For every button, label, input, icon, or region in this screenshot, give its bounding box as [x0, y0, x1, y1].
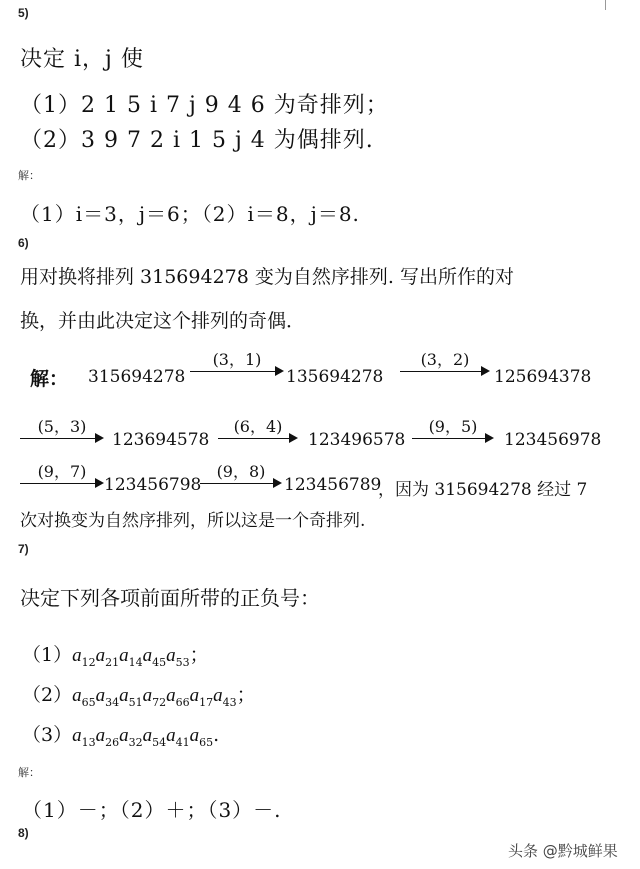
matrix-element: a — [166, 685, 176, 706]
element-subscript: 34 — [105, 695, 120, 709]
matrix-element: a — [95, 645, 106, 666]
problem-number-6: 6) — [18, 236, 29, 250]
matrix-element: a — [213, 685, 223, 706]
problem-6-line-2: 换，并由此决定这个排列的奇偶． — [20, 310, 306, 332]
transposition-label: (5，3) — [37, 417, 87, 436]
item-end: ； — [236, 684, 256, 706]
product-term — [72, 644, 190, 669]
element-subscript: 17 — [199, 695, 214, 709]
matrix-element: a — [95, 725, 106, 746]
element-subscript: 45 — [152, 655, 167, 669]
problem-7-answer: （1）－；（2）＋；（3）－. — [22, 798, 282, 822]
transposition-arrow — [20, 414, 104, 446]
matrix-element: a — [166, 645, 176, 666]
conclusion-tail: ，因为 315694278 经过 7 — [378, 480, 588, 500]
element-subscript: 12 — [81, 655, 96, 669]
matrix-element: a — [72, 685, 82, 706]
element-subscript: 14 — [128, 655, 143, 669]
problem-5-item-2: （2）3 9 7 2 i 1 5 j 4 为偶排列. — [20, 128, 374, 153]
element-subscript: 43 — [222, 695, 237, 709]
solution-label-5: 解： — [18, 169, 40, 182]
matrix-element: a — [72, 645, 82, 666]
matrix-element: a — [95, 685, 106, 706]
element-subscript: 13 — [81, 735, 96, 749]
element-subscript: 65 — [81, 695, 96, 709]
permutation-result: 123694578 — [112, 430, 210, 450]
page-edge-mark — [605, 0, 606, 10]
product-term — [72, 684, 237, 709]
element-subscript: 32 — [128, 735, 143, 749]
transposition-label: (9，7) — [37, 462, 87, 481]
transposition-arrow — [190, 347, 284, 379]
transposition-arrow — [200, 459, 282, 491]
permutation-result: 123496578 — [308, 430, 406, 450]
transposition-label: (9，5) — [428, 417, 478, 436]
solution-label-6: 解： — [30, 368, 69, 390]
matrix-element: a — [142, 685, 153, 706]
problem-number-7: 7) — [18, 542, 29, 556]
item-label: （3） — [22, 724, 73, 746]
element-subscript: 66 — [175, 695, 190, 709]
solution-label-7: 解： — [18, 766, 40, 779]
problem-5-item-1: （1）2 1 5 i 7 j 9 4 6 为奇排列； — [20, 93, 389, 118]
permutation-result: 123456978 — [504, 430, 602, 450]
problem-7-title: 决定下列各项前面所带的正负号： — [20, 586, 320, 610]
problem-7-item-3 — [22, 720, 219, 749]
element-subscript: 54 — [152, 735, 167, 749]
item-end: ； — [189, 644, 209, 666]
item-end: . — [213, 724, 220, 746]
transposition-arrow — [412, 414, 494, 446]
problem-6-conclusion: 次对换变为自然序排列，所以这是一个奇排列. — [20, 511, 366, 531]
permutation-result: 135694278 — [286, 367, 384, 387]
permutation-result: 123456789 — [284, 475, 382, 495]
element-subscript: 53 — [175, 655, 190, 669]
watermark: 头条 @黔城鲜果 — [508, 842, 618, 860]
matrix-element: a — [119, 725, 129, 746]
element-subscript: 26 — [105, 735, 120, 749]
permutation-result: 123456798 — [104, 475, 202, 495]
problem-5-answer: （1）i＝3，j＝6；（2）i＝8，j＝8. — [20, 202, 360, 226]
transposition-arrow — [20, 459, 104, 491]
problem-number-8: 8) — [18, 826, 29, 840]
element-subscript: 51 — [128, 695, 143, 709]
element-subscript: 21 — [105, 655, 120, 669]
matrix-element: a — [189, 685, 200, 706]
transposition-arrow — [400, 347, 490, 379]
permutation-result: 125694378 — [494, 367, 592, 387]
problem-6-line-1: 用对换将排列 315694278 变为自然序排列. 写出所作的对 — [20, 266, 514, 288]
problem-7-item-1 — [22, 640, 209, 669]
matrix-element: a — [72, 725, 82, 746]
start-permutation: 315694278 — [88, 367, 186, 387]
transposition-label: (9，8) — [216, 462, 266, 481]
transposition-label: (6，4) — [233, 417, 283, 436]
element-subscript: 65 — [199, 735, 214, 749]
product-term — [72, 724, 214, 749]
matrix-element: a — [189, 725, 200, 746]
problem-5-title: 决定 i，j 使 — [20, 47, 144, 72]
problem-number-5: 5) — [18, 6, 29, 20]
matrix-element: a — [142, 645, 153, 666]
transposition-label: (3，1) — [212, 350, 262, 369]
item-label: （2） — [22, 684, 73, 706]
problem-7-item-2 — [22, 680, 256, 709]
transposition-arrow — [218, 414, 298, 446]
matrix-element: a — [142, 725, 153, 746]
matrix-element: a — [119, 645, 129, 666]
element-subscript: 41 — [175, 735, 190, 749]
matrix-element: a — [119, 685, 129, 706]
item-label: （1） — [22, 644, 73, 666]
transposition-label: (3，2) — [420, 350, 470, 369]
element-subscript: 72 — [152, 695, 167, 709]
matrix-element: a — [166, 725, 176, 746]
